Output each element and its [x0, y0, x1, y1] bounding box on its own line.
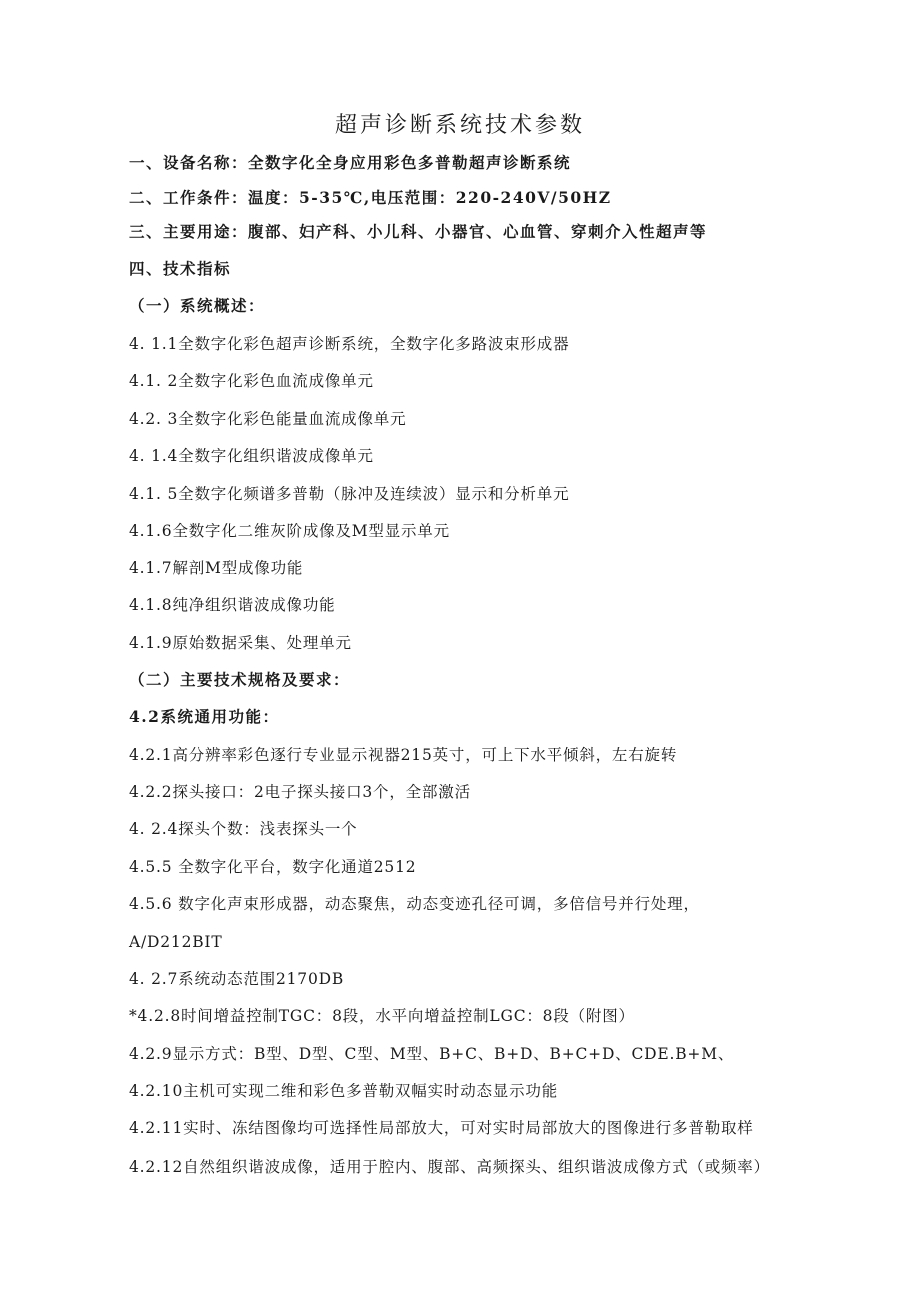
spec-line: 4.2.9显示方式：B型、D型、C型、M型、B+C、B+D、B+C+D、CDE.B+M、 [129, 1045, 735, 1063]
spec-line: 4.1.7解剖M型成像功能 [129, 559, 304, 577]
spec-line: 4. 1.1全数字化彩色超声诊断系统，全数字化多路波束形成器 [129, 335, 570, 353]
subsection-general-functions: 4.2系统通用功能： [129, 707, 280, 726]
spec-line: 4. 2.4探头个数：浅表探头一个 [129, 820, 358, 838]
section-working-conditions: 二、工作条件：温度：5-35℃,电压范围：220-240V/50HZ [129, 188, 612, 207]
spec-line: 4.1. 5全数字化频谱多普勒（脉冲及连续波）显示和分析单元 [129, 485, 570, 503]
spec-line: 4.2.2探头接口：2电子探头接口3个，全部激活 [129, 783, 471, 801]
spec-line: *4.2.8时间增益控制TGC：8段，水平向增益控制LGC：8段（附图） [129, 1007, 635, 1025]
spec-line: 4.1.6全数字化二维灰阶成像及M型显示单元 [129, 522, 450, 540]
spec-line: 4. 2.7系统动态范围2170DB [129, 970, 345, 988]
spec-line: 4. 1.4全数字化组织谐波成像单元 [129, 447, 374, 465]
spec-line: 4.2.1高分辨率彩色逐行专业显示视器215英寸，可上下水平倾斜，左右旋转 [129, 746, 678, 764]
section-main-uses: 三、主要用途：腹部、妇产科、小儿科、小器官、心血管、穿刺介入性超声等 [129, 222, 708, 241]
document-title: 超声诊断系统技术参数 [334, 113, 585, 138]
subsection-main-specs: （二）主要技术规格及要求： [129, 670, 351, 689]
spec-line: 4.5.6 数字化声束形成器，动态聚焦，动态变迹孔径可调，多倍信号并行处理， [129, 895, 700, 913]
spec-line-continuation: A/D212BIT [129, 933, 223, 951]
spec-line: 4.2.11实时、冻结图像均可选择性局部放大，可对实时局部放大的图像进行多普勒取样 [129, 1119, 754, 1137]
section-technical-indicators: 四、技术指标 [129, 259, 232, 278]
spec-line: 4.2. 3全数字化彩色能量血流成像单元 [129, 410, 407, 428]
spec-line: 4.2.12自然组织谐波成像，适用于腔内、腹部、高频探头、组织谐波成像方式（或频率） [129, 1158, 770, 1176]
spec-line: 4.1.8纯净组织谐波成像功能 [129, 596, 336, 614]
spec-line: 4.1.9原始数据采集、处理单元 [129, 634, 352, 652]
subsection-system-overview: （一）系统概述： [129, 296, 266, 315]
spec-line: 4.1. 2全数字化彩色血流成像单元 [129, 372, 374, 390]
section-device-name: 一、设备名称：全数字化全身应用彩色多普勒超声诊断系统 [129, 153, 572, 172]
spec-line: 4.5.5 全数字化平台，数字化通道2512 [129, 858, 417, 876]
spec-line: 4.2.10主机可实现二维和彩色多普勒双幅实时动态显示功能 [129, 1082, 559, 1100]
